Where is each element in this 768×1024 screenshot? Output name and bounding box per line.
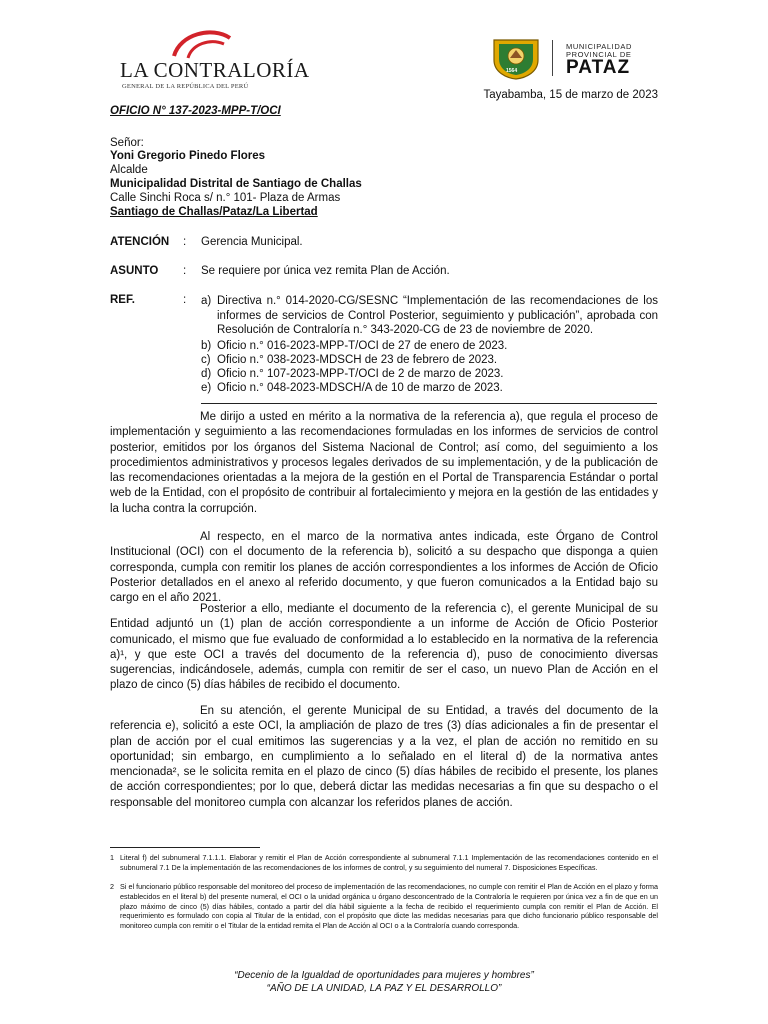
muni-line-3: PATAZ <box>566 57 631 78</box>
ref-label: REF. <box>110 294 135 306</box>
ref-text: Oficio n.° 048-2023-MDSCH/A de 10 de marzo de 2023. <box>217 382 503 394</box>
date-line: Tayabamba, 15 de marzo de 2023 <box>483 89 658 101</box>
ref-colon: : <box>183 294 187 306</box>
contraloria-subtitle: GENERAL DE LA REPÚBLICA DEL PERÚ <box>122 83 249 90</box>
ref-text: Oficio n.° 038-2023-MDSCH de 23 de febrero de 2023. <box>217 354 498 366</box>
body-paragraph-4 <box>110 704 658 811</box>
ref-item-a <box>201 294 658 338</box>
contraloria-name: LA CONTRALORÍA <box>120 58 310 82</box>
footer-line-2: “AÑO DE LA UNIDAD, LA PAZ Y EL DESARROLLO” <box>266 983 502 994</box>
asunto-label: ASUNTO <box>110 265 159 277</box>
salutation: Señor: <box>110 137 144 149</box>
footnote-2 <box>110 882 658 931</box>
ref-text: Directiva n.° 014-2020-CG/SESNC “Implementación de las recomendaciones de los informes de servicios de Control Posterior, seguimiento y publicación”, aprobada con Resolución de Contraloría n.° 343-2020-CG de 23 de noviembre de 2020. <box>217 295 658 336</box>
footnote-1 <box>110 853 658 873</box>
ref-key: c) <box>201 354 211 366</box>
contraloria-logo <box>116 28 310 90</box>
logo-divider <box>552 40 553 76</box>
addressee-name: Yoni Gregorio Pinedo Flores <box>110 150 266 162</box>
asunto-colon: : <box>183 265 187 277</box>
addressee-city: Santiago de Challas/Pataz/La Libertad <box>110 206 318 218</box>
atencion-label: ATENCIÓN <box>110 236 170 248</box>
paragraph-text: Posterior a ello, mediante el documento de la referencia c), el gerente Municipal de su Entidad adjuntó un (1) plan de acción correspondiente a un informe de Acción de Oficio Posterior comunicado, el mismo que fue evaluado de conformidad a lo establecido en la normativa de la referencia a)¹, y que este OCI a través del documento de la referencia d), puso de conocimiento diversas sugerencias, indicándosele, además, cumpla con remitir de ser el caso, un nuevo Plan de Acción en el plazo de cinco (5) días hábiles de recibido el documento. <box>110 603 658 692</box>
ref-item-e <box>201 381 658 396</box>
paragraph-text: En su atención, el gerente Municipal de su Entidad, a través del documento de la referencia e), solicitó a este OCI, la ampliación de plazo de tres (3) días adicionales a fin de presentar el plan de acción por el cual emitimos las sugerencias y a la vez, el plan de acción no remitido en su oportunidad; sin embargo, en cumplimiento a lo señalado en el literal d) de la normativa antes mencionada², se le solicita remita en el plazo de cinco (5) días hábiles de recibido el presente, los planes de acción correspondientes; por lo que, deberá dictar las medidas necesarias a fin que su despacho o el responsable del monitoreo cumpla con alcanzar los referidos planes de acción. <box>110 705 658 809</box>
footnote-rule <box>110 847 260 848</box>
body-paragraph-3 <box>110 602 658 694</box>
oficio-number: OFICIO N° 137-2023-MPP-T/OCI <box>110 105 281 117</box>
ref-text: Oficio n.° 016-2023-MPP-T/OCI de 27 de enero de 2023. <box>217 340 508 352</box>
addressee-street: Calle Sinchi Roca s/ n.° 101- Plaza de Armas <box>110 192 341 204</box>
atencion-colon: : <box>183 236 187 248</box>
ref-separator <box>201 403 657 404</box>
footnote-number: 1 <box>110 853 114 862</box>
addressee-role: Alcalde <box>110 164 148 176</box>
muni-line-1: MUNICIPALIDAD <box>566 42 633 51</box>
atencion-value: Gerencia Municipal. <box>201 236 303 248</box>
ref-text: Oficio n.° 107-2023-MPP-T/OCI de 2 de marzo de 2023. <box>217 368 504 380</box>
footnote-text: Literal f) del subnumeral 7.1.1.1. Elaborar y remitir el Plan de Acción correspondiente al subnumeral 7.1.1 Implementación de las recomendaciones contenido en el subnumeral 7.1 De la implementación de las recomendaciones de los informes de control, y su seguimiento del numeral 7. Disposiciones Específicas. <box>120 853 658 872</box>
seal-year: 1564 <box>506 68 518 74</box>
paragraph-text: Me dirijo a usted en mérito a la normativa de la referencia a), que regula el proceso de implementación y seguimiento a las recomendaciones formuladas en los informes de servicios de control posterior, emitidos por los órganos del Sistema Nacional de Control; así como, del seguimiento a los procedimientos administrativos y procesos legales derivados de su implementación, y de la publicación de las recomendaciones orientadas a la mejora de la gestión en el Portal de Transparencia Estándar o portal web de la Entidad, con el propósito de contribuir al fortalecimiento y mejora en la gestión de las entidades y la lucha contra la corrupción. <box>110 411 658 515</box>
footnote-number: 2 <box>110 882 114 891</box>
addressee-entity: Municipalidad Distrital de Santiago de Challas <box>110 178 362 190</box>
footnote-text: Si el funcionario público responsable del monitoreo del proceso de implementación de las recomendaciones, no cumple con remitir el Plan de Acción en el plazo y forma establecidos en el literal b) del presente numeral, el OCI o la unidad orgánica u órgano desconcentrado de la Contraloría le requieren por única vez a fin de que en un plazo máximo de cinco (5) días hábiles, contado a partir del día hábil siguiente a la fecha de recibido el requerimiento cumpla con remitir el Plan de Acción. El requerimiento es formulado con copia al Titular de la entidad, con el propósito que dicte las medidas necesarias para que dicho funcionario público responsable del monitoreo cumpla con remitir o el Titular de la entidad remita el Plan de Acción al OCI o a la Contraloría cuando corresponda. <box>120 882 658 931</box>
ref-item-c <box>201 353 658 368</box>
ref-key: a) <box>201 295 212 307</box>
ref-item-d <box>201 367 658 382</box>
municipality-logo <box>490 34 660 82</box>
ref-item-b <box>201 339 658 354</box>
paragraph-text: Al respecto, en el marco de la normativa antes indicada, este Órgano de Control Institucional (OCI) con el documento de la referencia b), solicitó a su despacho que disponga a quien corresponda, cumpla con remitir los planes de acción correspondientes a los informes de Acción de Oficio Posterior detallados en el anexo al referido documento, y que fueron comunicados a la Entidad bajo su cargo en el año 2021. <box>110 531 658 605</box>
body-paragraph-2 <box>110 530 658 606</box>
muni-line-2: PROVINCIAL DE <box>566 50 632 59</box>
ref-key: d) <box>201 368 212 380</box>
footer-line-1: “Decenio de la Igualdad de oportunidades para mujeres y hombres” <box>234 970 534 981</box>
ref-key: e) <box>201 382 212 394</box>
asunto-value: Se requiere por única vez remita Plan de Acción. <box>201 265 450 277</box>
ref-key: b) <box>201 340 212 352</box>
body-paragraph-1 <box>110 410 658 517</box>
